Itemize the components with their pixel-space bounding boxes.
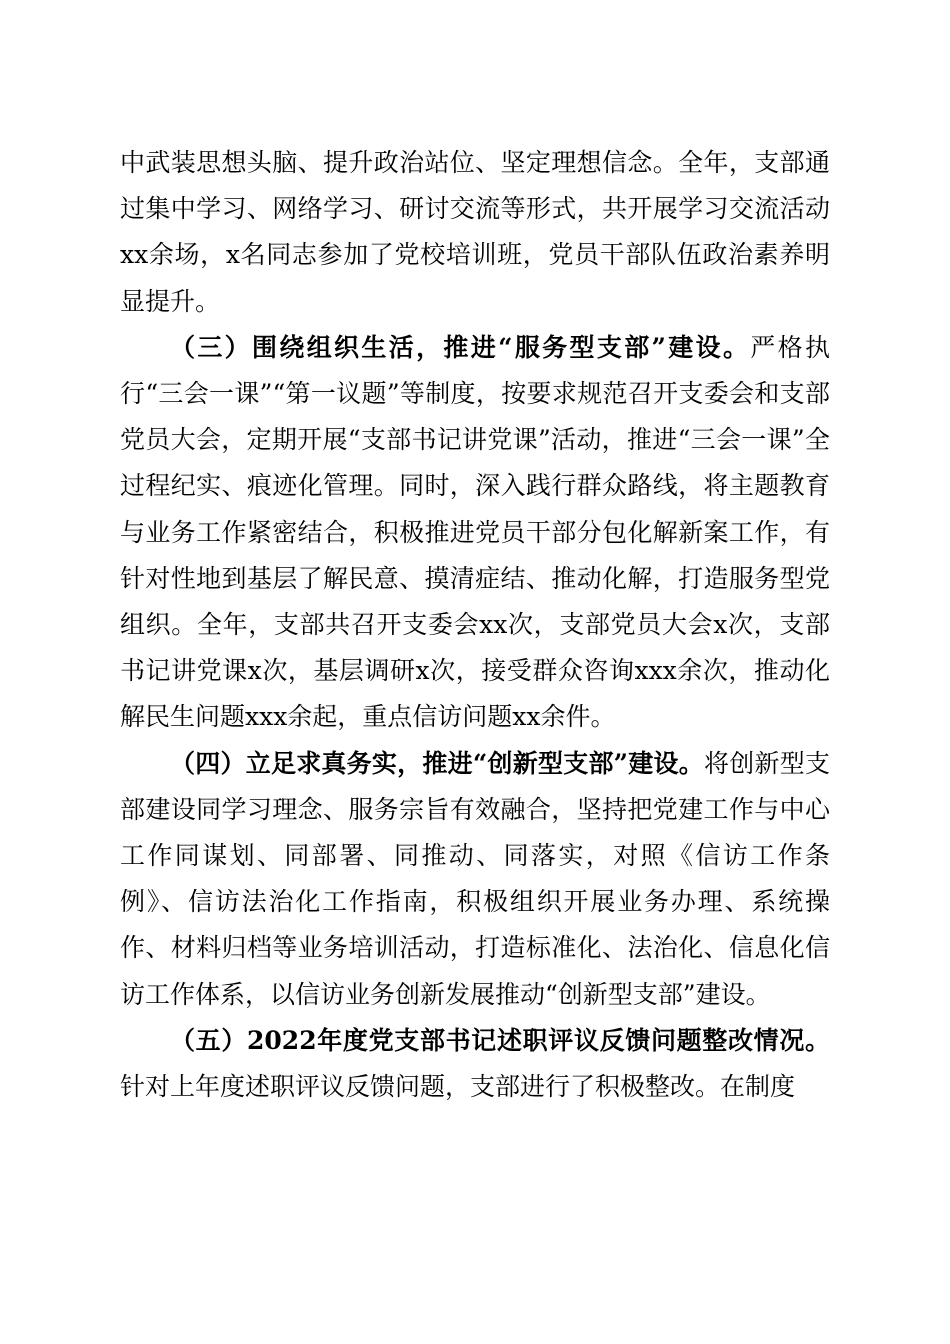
paragraph-service-branch (120, 325, 830, 741)
paragraph-body: 中武装思想头脑、提升政治站位、坚定理想信念。全年，支部通过集中学习、网络学习、研讨交流等形式，共开展学习交流活动xx余场，x名同志参加了党校培训班，党员干部队伍政治素养明显提升。 (120, 148, 830, 316)
paragraph-innovation-branch (120, 741, 830, 1018)
document-body (120, 140, 830, 1110)
paragraph-body: 严格执行“三会一课”“第一议题”等制度，按要求规范召开支委会和支部党员大会，定期开展“支部书记讲党课”活动，推进“三会一课”全过程纪实、痕迹化管理。同时，深入践行群众路线，将主题教育与业务工作紧密结合，积极推进党员干部分包化解新案工作，有针对性地到基层了解民意、摸清症结、推动化解，打造服务型党组织。全年，支部共召开支委会xx次，支部党员大会x次，支部书记讲党课x次，基层调研x次，接受群众咨询xxx余次，推动化解民生问题xxx余起，重点信访问题xx余件。 (120, 332, 830, 732)
paragraph-body: 将创新型支部建设同学习理念、服务宗旨有效融合，坚持把党建工作与中心工作同谋划、同部署、同推动、同落实，对照《信访工作条例》、信访法治化工作指南，积极组织开展业务办理、系统操作、材料归档等业务培训活动，打造标准化、法治化、信息化信访工作体系，以信访业务创新发展推动“创新型支部”建设。 (120, 748, 830, 1009)
paragraph-body: 针对上年度述职评议反馈问题，支部进行了积极整改。在制度 (120, 1072, 796, 1102)
section-heading-5: （五）2022年度党支部书记述职评议反馈问题整改情况。 (170, 1025, 830, 1055)
section-heading-3: （三）围绕组织生活，推进“服务型支部”建设。 (170, 332, 751, 362)
section-heading-4: （四）立足求真务实，推进“创新型支部”建设。 (170, 748, 705, 778)
paragraph-rectification (120, 1018, 830, 1110)
paragraph-study-summary (120, 140, 830, 325)
